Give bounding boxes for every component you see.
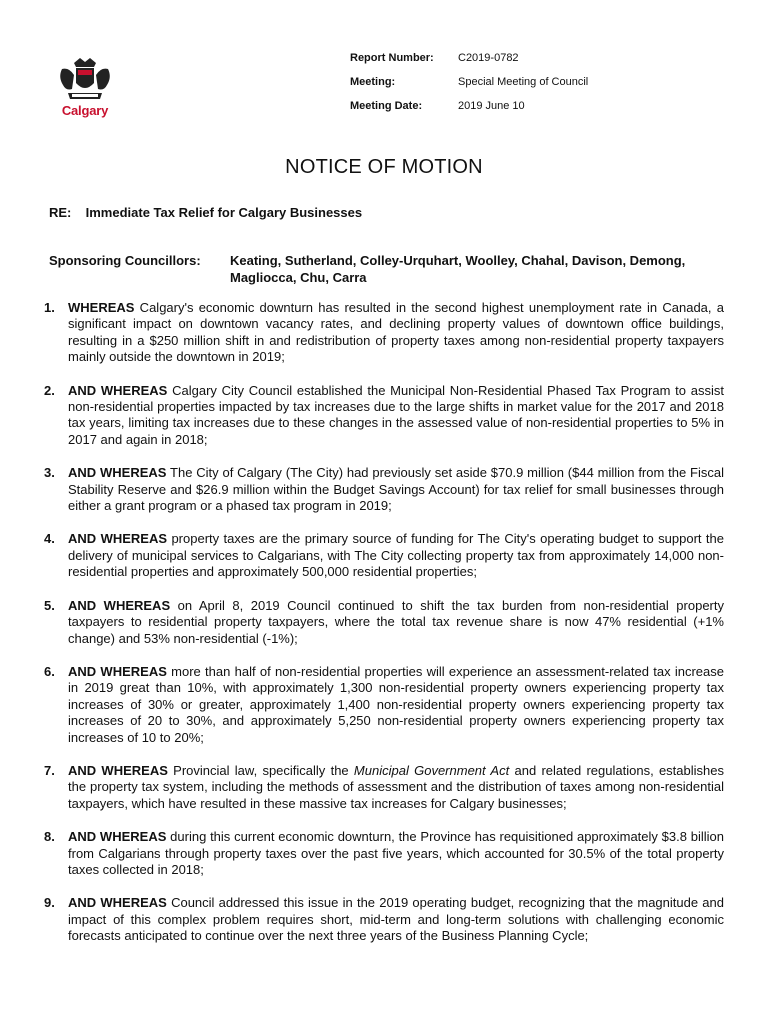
clause-5 xyxy=(44,598,724,647)
clause-text: Calgary's economic downturn has resulted in the second highest unemployment rate in Canada, a significant impact on downtown vacancy rates, and declining property values of downtown office buildings, resulting in a $250 million shift in and redistribution of property taxes among non-residential property taxpayers mainly outside the downtown in 2019; xyxy=(68,300,724,365)
re-subject: Immediate Tax Relief for Calgary Businesses xyxy=(85,205,363,220)
meeting-value: Special Meeting of Council xyxy=(458,76,589,88)
logo-wordmark: Calgary xyxy=(61,103,109,118)
clause-number: 8. xyxy=(44,829,55,845)
clause-text-before: Provincial law, specifically the xyxy=(167,762,354,778)
clause-text: property taxes are the primary source of funding for The City's operating budget to support the delivery of municipal services to Calgarians, with The City collecting property tax from approximately 14,000 non-residential properties and approximately 500,000 residential properties; xyxy=(68,531,724,580)
re-line xyxy=(49,205,362,220)
clause-keyword: AND WHEREAS xyxy=(68,382,168,398)
clause-number: 7. xyxy=(44,762,55,778)
clause-text: The City of Calgary (The City) had previously set aside $70.9 million ($44 million from the Fiscal Stability Reserve and $26.9 million within the Budget Savings Account) for tax relief for small businesses through either a grant program or a phased tax program in 2019; xyxy=(68,465,724,514)
clause-text: more than half of non-residential properties will experience an assessment-related tax increase in 2019 great than 10%, with approximately 1,300 non-residential property owners experiencing property tax increases of 30% or greater, approximately 1,400 non-residential property owners experiencing property tax increases of 20 to 30%, and approximately 5,250 non-residential property owners experiencing property tax increases of 10 to 20%; xyxy=(68,663,724,745)
clause-text: Calgary City Council established the Municipal Non-Residential Phased Tax Program to assist non-residential properties impacted by tax increases due to the large shifts in market value for the 2017 and 2018 tax years, limiting tax increases due to these changes in the assessed value of non-residential properties to 5% in 2017 and again in 2018; xyxy=(68,382,724,447)
clause-keyword: AND WHEREAS xyxy=(68,465,167,481)
city-logo xyxy=(54,55,116,123)
coat-of-arms-icon xyxy=(54,55,116,103)
clause-9 xyxy=(44,895,724,944)
clause-text: Council addressed this issue in the 2019 operating budget, recognizing that the magnitude and impact of this complex problem requires short, mid-term and long-term solutions with challenging economic forecasts anticipated to continue over the next three years of the Business Planning Cycle; xyxy=(68,895,724,944)
clause-number: 6. xyxy=(44,663,55,679)
clause-keyword: AND WHEREAS xyxy=(68,762,168,778)
clause-4 xyxy=(44,531,724,580)
clause-number: 1. xyxy=(44,300,55,315)
clause-number: 3. xyxy=(44,465,55,481)
clause-6 xyxy=(44,664,724,746)
clause-text: and related regulations, establishes the property tax system, including the methods of assessment and the distribution of taxes among non-residential taxpayers, which have resulted in these massive tax increases for Calgary businesses; xyxy=(68,762,724,811)
clause-keyword: AND WHEREAS xyxy=(68,895,167,911)
clause-1 xyxy=(44,300,724,366)
sponsors-label: Sponsoring Councillors: xyxy=(49,253,201,268)
clause-8 xyxy=(44,829,724,878)
clause-number: 5. xyxy=(44,597,55,613)
clause-keyword: AND WHEREAS xyxy=(68,663,167,679)
meeting-date-label: Meeting Date: xyxy=(350,100,423,112)
page-title: NOTICE OF MOTION xyxy=(285,156,483,178)
clause-keyword: AND WHEREAS xyxy=(68,597,171,613)
clause-text: during this current economic downturn, the Province has requisitioned approximately $3.8 billion from Calgarians through property taxes over the past five years, which accounted for 30.5% of the total property taxes collected in 2018; xyxy=(68,829,724,877)
clause-text: on April 8, 2019 Council continued to shift the tax burden from non-residential property taxpayers to residential property taxpayers, where the total tax revenue share is now 47% residential (+1% change) and 53% non-residential (-1%); xyxy=(68,597,724,646)
clause-2 xyxy=(44,383,724,449)
clause-3 xyxy=(44,465,724,514)
clause-number: 4. xyxy=(44,531,55,547)
report-number-value: C2019-0782 xyxy=(458,52,519,64)
re-label: RE: xyxy=(49,205,72,220)
clause-keyword: AND WHEREAS xyxy=(68,829,167,845)
clause-keyword: AND WHEREAS xyxy=(68,531,168,547)
clause-number: 9. xyxy=(44,895,55,911)
clause-keyword: WHEREAS xyxy=(68,300,135,315)
clause-number: 2. xyxy=(44,382,55,398)
sponsors-names: Keating, Sutherland, Colley-Urquhart, Woolley, Chahal, Davison, Demong, Magliocca, Chu, Carra xyxy=(230,253,686,285)
report-number-label: Report Number: xyxy=(350,52,434,64)
act-title: Municipal Government Act xyxy=(353,762,510,778)
meeting-date-value: 2019 June 10 xyxy=(458,100,525,112)
whereas-clauses xyxy=(44,300,724,962)
meeting-label: Meeting: xyxy=(350,76,396,88)
clause-7 xyxy=(44,763,724,812)
